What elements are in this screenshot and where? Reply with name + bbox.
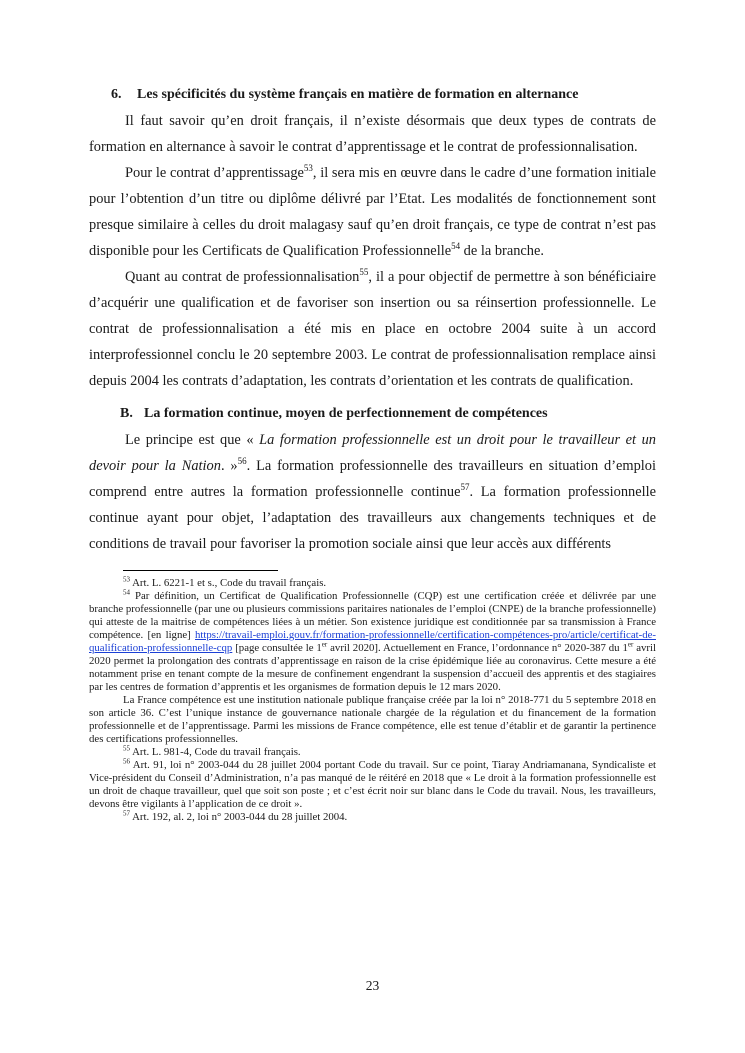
paragraph-4-text-b: . » (220, 458, 238, 474)
paragraph-2-text-c: de la branche. (460, 243, 544, 259)
quote-italic: La formation professionnelle est un droit pour le travailleur et un devoir pour la Nation (89, 432, 656, 474)
section-b-title: La formation continue, moyen de perfectionnement de compétences (144, 406, 548, 421)
footnote-55-text: Art. L. 981-4, Code du travail français. (130, 746, 301, 758)
page-number: 23 (365, 978, 380, 993)
paragraph-2-text-a: Pour le contrat d’apprentissage (125, 165, 304, 181)
section-6-heading (89, 84, 656, 106)
section-b-heading (89, 403, 656, 425)
footnote-57-text: Art. 192, al. 2, loi n° 2003-044 du 28 juillet 2004. (130, 811, 348, 823)
footnote-54-number: 54 (123, 588, 130, 597)
footnote-55 (89, 746, 656, 759)
footnote-54-text-b: [page consultée le 1 (232, 642, 322, 654)
paragraph-3-text-a: Quant au contrat de professionnalisation (125, 269, 360, 285)
footnote-54-text-d: avril 2020 permet la prolongation des contrats d’apprentissage en raison de la crise épidémique liée au coronavirus. Cette mesure a été notamment prise en tenant compte de la mesure de confinement engendrant la suspension d’accueil des apprentis et des stagiaires par les centres de formation d’apprentis et les organismes de formation depuis le 12 mars 2020. (89, 642, 656, 693)
document-page (89, 84, 656, 824)
footnote-ref-57: 57 (460, 482, 470, 493)
section-6-number: 6. (111, 87, 122, 102)
footnote-57 (89, 811, 656, 824)
footnote-56 (89, 759, 656, 811)
paragraph-1: Il faut savoir qu’en droit français, il n’existe désormais que deux types de contrats de formation en alternance à savoir le contrat d’apprentissage et le contrat de professionnalisation. (89, 113, 656, 155)
footnote-56-text: Art. 91, loi n° 2003-044 du 28 juillet 2004 portant Code du travail. Sur ce point, Tiaray Andriamanana, Syndicaliste et Vice-président du Conseil d’Administration, n’a pas manqué de le réitéré en 2018 que « Le droit à la formation professionnelle est un droit de chaque travailleur, quel que soit son poste ; et c’est écrit noir sur blanc dans le Code du travail. Nous, les travailleurs, devons être vigilants à l’application de ce droit ». (89, 759, 656, 810)
footnote-54-continued: La France compétence est une institution nationale publique française créée par la loi n° 2018-771 du 5 septembre 2018 en son article 36. C’est l’unique instance de gouvernance nationale chargée de la régulation et du financement de la formation professionnelle et de l’apprentissage. Parmi les missions de France compétence, elle est tenue d’établir et de garantir la pertinence des certifications professionnelles. (89, 694, 656, 745)
paragraph-4-text-c: . La formation professionnelle des travailleurs en situation d’emploi comprend entre autres la formation professionnelle continue (89, 458, 657, 500)
footnote-57-number: 57 (123, 809, 130, 818)
footnote-53 (89, 577, 656, 590)
cqp-link[interactable]: https://travail-emploi.gouv.fr/formation-professionnelle/certification-compétences-pro/article/certificat-de-qualification-professionnelle-cqp (89, 629, 656, 654)
section-b-number: B. (120, 406, 133, 421)
paragraph-4-text-d: . La formation professionnelle continue ayant pour objet, l’adaptation des travailleurs aux changements techniques et de conditions de travail pour favoriser la promotion sociale ainsi que leur accès aux différents (89, 484, 657, 552)
footnote-55-number: 55 (123, 744, 130, 753)
footnote-ref-54: 54 (451, 241, 461, 252)
footnote-54 (89, 590, 656, 694)
footnote-ref-56: 56 (237, 456, 247, 467)
footnote-separator (123, 570, 278, 571)
footnote-53-number: 53 (123, 575, 130, 584)
footnote-53-text: Art. L. 6221-1 et s., Code du travail français. (130, 577, 327, 589)
footnote-56-number: 56 (123, 757, 130, 766)
paragraph-3 (89, 264, 656, 394)
paragraph-4-text-a: Le principe est que « (125, 432, 260, 448)
footnote-ref-53: 53 (303, 163, 313, 174)
footnote-54-superscript-er-1: er (321, 640, 328, 649)
footnote-54-superscript-er-2: er (627, 640, 634, 649)
paragraph-2 (89, 160, 656, 264)
section-6-title: Les spécificités du système français en matière de formation en alternance (137, 87, 579, 102)
footnote-ref-55: 55 (359, 267, 369, 278)
paragraph-2-text-b: , il sera mis en œuvre dans le cadre d’une formation initiale pour l’obtention d’un titre ou diplôme délivré par l’Etat. Les modalités de fonctionnement sont presque similaire à celles du droit malagasy sauf qu’en droit français, ce type de contrat n’est pas disponible pour les Certificats de Qualification Professionnelle (89, 165, 656, 259)
paragraph-3-text-b: , il a pour objectif de permettre à son bénéficiaire d’acquérir une qualification et de favoriser son insertion ou sa réinsertion professionnelle. Le contrat de professionnalisation a été mis en place en octobre 2004 suite à un accord interprofessionnel conclu le 20 septembre 2003. Le contrat de professionnalisation remplace ainsi depuis 2004 les contrats d’adaptation, les contrats d’orientation et les contrats de qualification. (89, 269, 656, 389)
footnote-54-text-c: avril 2020]. Actuellement en France, l’ordonnance n° 2020-387 du 1 (327, 642, 628, 654)
footnote-54-text-a: Par définition, un Certificat de Qualification Professionnelle (CQP) est une certification créée et délivrée par une branche professionnelle (par une ou plusieurs commissions paritaires nationales de l’emploi (CNPE) de la branche professionnelle) qui atteste de la maitrise de compétences liées à un métier. Son existence juridique est conditionnée par sa transmission à France compétence. [en ligne] (89, 590, 656, 641)
paragraph-4 (89, 427, 656, 557)
